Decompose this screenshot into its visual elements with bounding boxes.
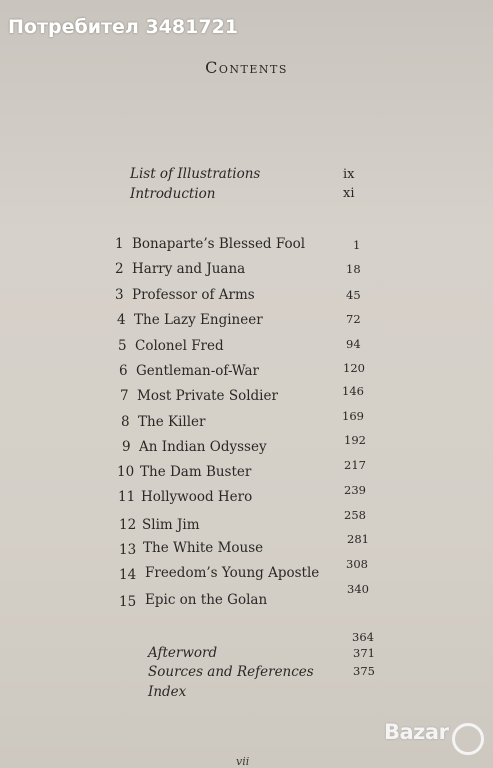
chapter-title: Freedom’s Young Apostle	[145, 565, 320, 581]
chapter-page: 239	[344, 483, 366, 497]
chapter-page: 281	[347, 532, 369, 546]
chapter-page: 18	[346, 262, 361, 276]
logo-ring-icon	[452, 723, 484, 755]
chapter-number: 10	[117, 464, 135, 480]
chapter-title: Bonaparte’s Blessed Fool	[132, 236, 306, 252]
chapter-number: 2	[115, 261, 124, 277]
back-matter-label: Afterword	[148, 645, 218, 661]
chapter-page: 1	[353, 238, 361, 252]
chapter-page: 120	[343, 361, 365, 375]
chapter-title: Harry and Juana	[132, 261, 246, 277]
chapter-page: 192	[344, 433, 366, 447]
chapter-number: 7	[120, 388, 129, 404]
chapter-title: The Lazy Engineer	[134, 312, 263, 328]
chapter-page: 258	[344, 508, 366, 522]
front-matter-page: xi	[343, 186, 355, 201]
chapter-title: Hollywood Hero	[141, 489, 253, 505]
chapter-number: 11	[118, 489, 136, 505]
chapter-number: 9	[122, 439, 131, 455]
page-title: Contents	[205, 58, 288, 77]
chapter-number: 5	[118, 338, 127, 354]
bazar-logo	[384, 720, 486, 756]
chapter-number: 3	[115, 287, 124, 303]
chapter-number: 4	[117, 312, 126, 328]
chapter-title: Colonel Fred	[135, 338, 224, 354]
chapter-number: 14	[119, 567, 137, 583]
front-matter-page: ix	[343, 167, 355, 182]
chapter-page: 169	[342, 409, 364, 423]
chapter-page: 146	[342, 384, 364, 398]
chapter-number: 13	[119, 542, 137, 558]
chapter-title: Most Private Soldier	[137, 388, 278, 404]
chapter-number: 6	[119, 363, 128, 379]
chapter-title: The Dam Buster	[140, 464, 252, 480]
chapter-page: 45	[346, 288, 361, 302]
chapter-number: 12	[119, 517, 137, 533]
chapter-page: 308	[346, 557, 368, 571]
back-matter-label: Index	[148, 684, 187, 700]
back-matter-label: Sources and References	[148, 664, 314, 680]
back-matter-page: 375	[353, 664, 375, 678]
chapter-title: Epic on the Golan	[145, 592, 268, 608]
chapter-page: 340	[347, 582, 369, 596]
front-matter-label: List of Illustrations	[130, 166, 261, 182]
chapter-page: 217	[344, 458, 366, 472]
chapter-page: 94	[346, 337, 361, 351]
chapter-title: Gentleman-of-War	[136, 363, 259, 379]
watermark-user: Потребител 3481721	[8, 16, 239, 38]
page-number: vii	[236, 755, 250, 768]
chapter-title: Professor of Arms	[132, 287, 255, 303]
back-matter-page: 371	[353, 646, 375, 660]
chapter-number: 8	[121, 414, 130, 430]
logo-text: Bazar	[384, 720, 449, 744]
chapter-title: An Indian Odyssey	[139, 439, 267, 455]
chapter-title: Slim Jim	[142, 517, 200, 533]
back-matter-page: 364	[352, 630, 374, 644]
chapter-number: 15	[119, 594, 137, 610]
front-matter-label: Introduction	[130, 186, 216, 202]
chapter-title: The Killer	[138, 414, 206, 430]
chapter-page: 72	[346, 312, 361, 326]
chapter-number: 1	[115, 236, 124, 252]
chapter-title: The White Mouse	[143, 540, 264, 556]
